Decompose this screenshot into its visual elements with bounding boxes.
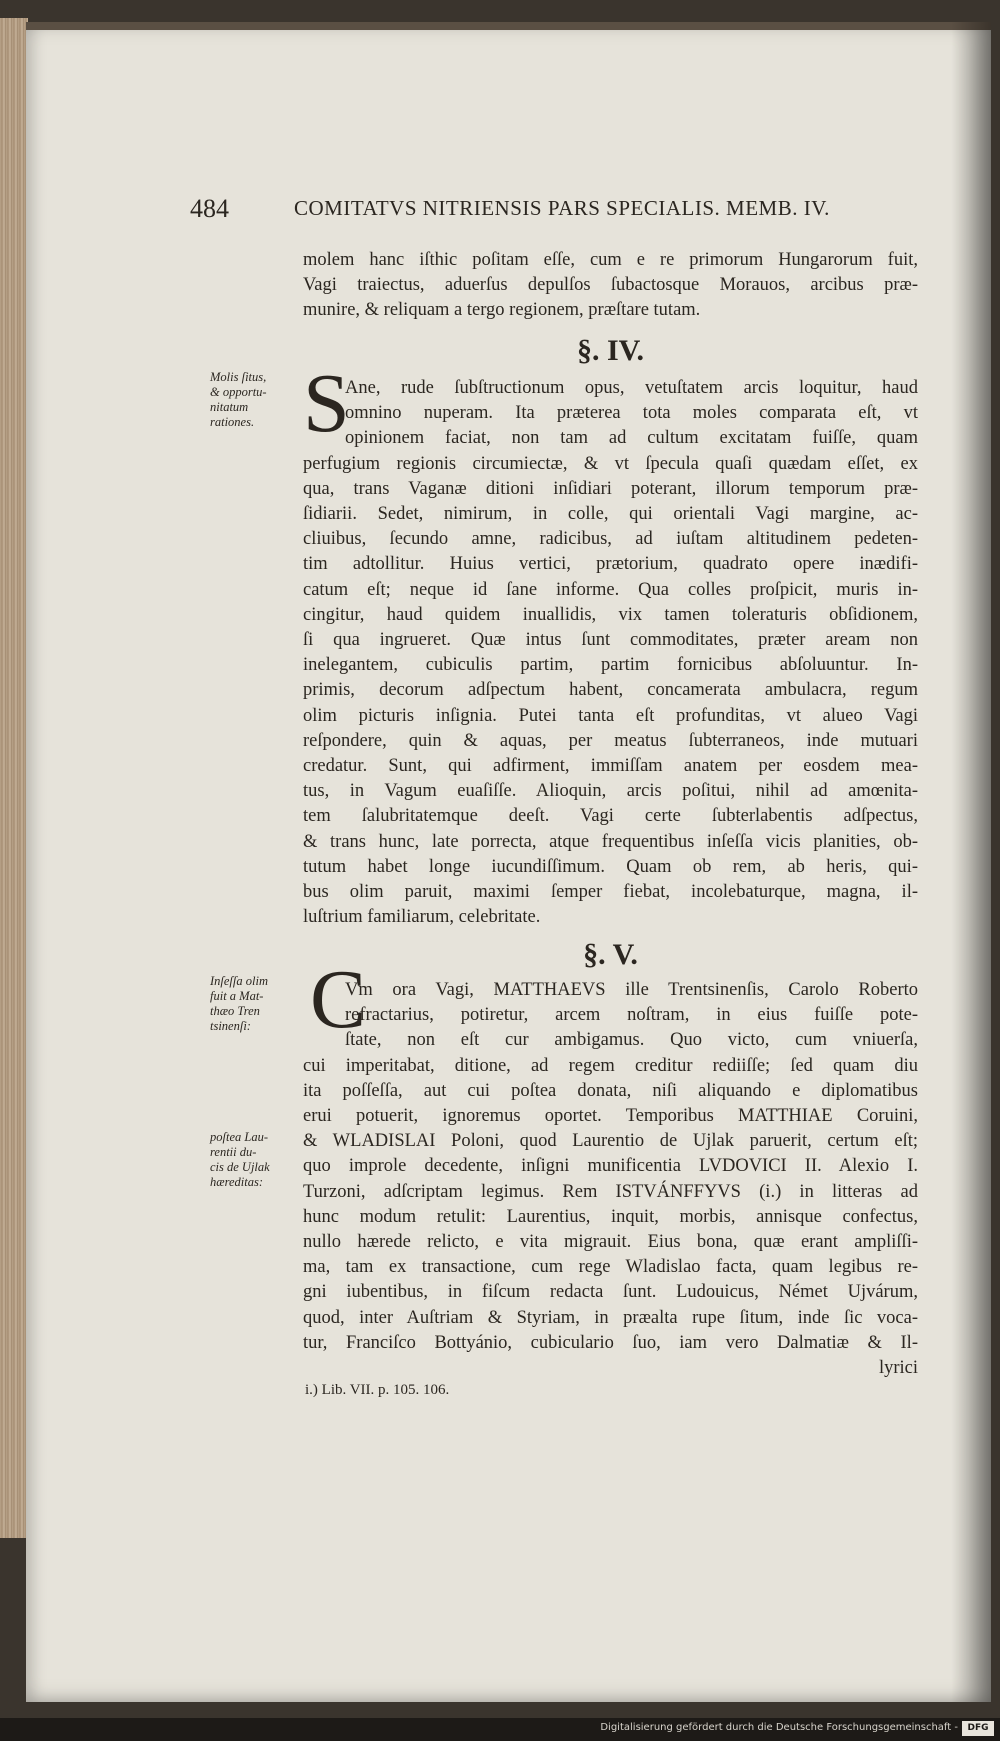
text-line: Vagi traiectus, aduerſus depulſos ſubactosque Morauos, arcibus præ- bbox=[303, 275, 918, 296]
text-line: inelegantem, cubiculis partim, partim fornicibus abſoluuntur. In- bbox=[303, 655, 918, 676]
digitization-credit-bar bbox=[0, 1718, 1000, 1741]
page-top-border bbox=[26, 22, 991, 30]
margin-note-line: rationes. bbox=[210, 415, 255, 429]
text-line: quo improle decedente, inſigni munificentia LVDOVICI II. Alexio I. bbox=[303, 1156, 918, 1177]
margin-note-line: Inſeſſa olim bbox=[210, 974, 268, 988]
text-line: tem ſalubritatemque deeſt. Vagi certe ſubterlabentis adſpectus, bbox=[303, 806, 918, 827]
text-line: qua, trans Vaganæ ditioni inſidiari poterant, illorum temporum præ- bbox=[303, 478, 918, 499]
text-line: tus, in Vagum euaſiſſe. Alioquin, arcis poſitui, nihil ad amœnita- bbox=[303, 781, 918, 802]
book-page-edges bbox=[0, 18, 28, 1538]
margin-note-line: cis de Ujlak bbox=[210, 1160, 270, 1174]
text-line: cliuibus, ſecundo amne, radicibus, ad iuſtam altitudinem pedeten- bbox=[303, 529, 918, 550]
text-line: perfugium regionis circumiectæ, & vt ſpecula quaſi quædam eſſet, ex bbox=[303, 453, 918, 474]
footnote: i.) Lib. VII. p. 105. 106. bbox=[305, 1382, 450, 1398]
text-line: Ane, rude ſubſtructionum opus, vetuſtatem arcis loquitur, haud bbox=[345, 378, 918, 398]
margin-note-line: thæo Tren bbox=[210, 1004, 260, 1018]
spine-shadow bbox=[951, 22, 991, 1702]
text-line: lyrici bbox=[878, 1358, 918, 1379]
intro-paragraph bbox=[303, 248, 918, 324]
text-line: ma, tam ex transactione, cum rege Wladislao facta, quam legibus re- bbox=[303, 1257, 918, 1278]
text-line: tim adtollitur. Huius vertici, prætorium, quadrato opere inædifi- bbox=[303, 554, 918, 575]
text-line: & WLADISLAI Poloni, quod Laurentio de Ujlak paruerit, certum eſt; bbox=[303, 1131, 918, 1152]
section-iv-body bbox=[303, 376, 918, 930]
text-line: ſtate, non eſt cur ambigamus. Quo victo, cum vniuerſa, bbox=[345, 1030, 918, 1051]
text-line: cui imperitabat, ditione, ad regem creditur rediiſſe; ſed quam diu bbox=[303, 1055, 918, 1076]
text-line: omnino nuperam. Ita præterea tota moles comparata eſt, vt bbox=[345, 403, 918, 424]
text-line: credatur. Sunt, qui adfirment, immiſſam anatem per eosdem mea- bbox=[303, 756, 918, 777]
margin-note-line: nitatum bbox=[210, 400, 249, 414]
text-line: ita poſſeſſa, aut cui poſtea donata, niſi aliquando e diplomatibus bbox=[303, 1080, 918, 1101]
text-line: cingitur, haud quidem inuallidis, vix tamen toleraturis obſidionem, bbox=[303, 604, 918, 625]
text-line: Vm ora Vagi, MATTHAEVS ille Trentsinenſis, Carolo Roberto bbox=[345, 980, 918, 1000]
text-line: molem hanc iſthic poſitam eſſe, cum e re primorum Hungarorum fuit, bbox=[303, 250, 918, 270]
margin-note-insessa-olim bbox=[210, 974, 298, 1034]
text-line: hunc modum retulit: Laurentius, inquit, morbis, annisque confectus, bbox=[303, 1206, 918, 1227]
section-v-body bbox=[303, 978, 918, 1381]
text-line: erui potuerit, ignoremus oportet. Temporibus MATTHIAE Coruini, bbox=[303, 1106, 918, 1127]
text-line: gni iubentibus, in fiſcum redacta ſunt. Ludouicus, Német Ujvárum, bbox=[303, 1282, 918, 1303]
margin-note-molis-situs bbox=[210, 370, 298, 430]
section-heading-v: §. V. bbox=[583, 938, 638, 971]
text-line: catum eſt; neque id ſane informe. Qua colles proſpicit, muris in- bbox=[303, 579, 918, 600]
text-line: munire, & reliquam a tergo regionem, præſtare tutam. bbox=[303, 300, 701, 321]
section-heading-iv: §. IV. bbox=[577, 334, 644, 367]
page-header bbox=[190, 190, 930, 230]
margin-note-line: rentii du- bbox=[210, 1145, 257, 1159]
text-line: olim picturis inſignia. Putei tanta eſt profunditas, vt alueo Vagi bbox=[303, 705, 918, 726]
margin-note-line: poſtea Lau- bbox=[210, 1130, 268, 1144]
text-line: & trans hunc, late porrecta, atque frequentibus inſeſſa vicis planities, ob- bbox=[303, 831, 918, 852]
text-line: tutum habet longe iucundiſſimum. Quam ob rem, ab heris, qui- bbox=[303, 856, 918, 877]
margin-note-line: Molis ſitus, bbox=[210, 370, 267, 384]
margin-note-line: hæreditas: bbox=[210, 1175, 264, 1189]
margin-note-line: tsinenſi: bbox=[210, 1019, 251, 1033]
text-line: primis, decorum adſpectum habent, concamerata ambulacra, regum bbox=[303, 680, 918, 701]
margin-note-line: fuit a Mat- bbox=[210, 989, 264, 1003]
dfg-logo: DFG bbox=[962, 1721, 994, 1736]
drop-cap-s: S bbox=[303, 357, 350, 450]
text-line: bus olim paruit, maximi ſemper fiebat, incolebaturque, magna, il- bbox=[303, 882, 918, 903]
text-line: refractarius, potiretur, arcem noſtram, in eius fuiſſe pote- bbox=[345, 1005, 918, 1026]
text-line: ſidiarii. Sedet, nimirum, in colle, qui orientali Vagi margine, ac- bbox=[303, 504, 918, 525]
text-line: quod, inter Auſtriam & Styriam, in præalta rupe ſitum, inde ſic voca- bbox=[303, 1307, 918, 1328]
credit-text: Digitalisierung gefördert durch die Deutsche Forschungsgemeinschaft - bbox=[600, 1722, 958, 1733]
drop-cap-c: C bbox=[310, 953, 367, 1046]
margin-note-line: & opportu- bbox=[210, 385, 267, 399]
margin-note-postea-laurentii bbox=[210, 1130, 298, 1190]
page-number: 484 bbox=[190, 194, 229, 223]
text-line: ſi qua ingrueret. Quæ intus ſunt commoditates, præter aream non bbox=[303, 630, 918, 651]
text-line: Turzoni, adſcriptam legimus. Rem ISTVÁNFFYVS (i.) in litteras ad bbox=[303, 1181, 918, 1202]
text-line: tur, Franciſco Bottyánio, cubiculario ſuo, iam vero Dalmatiæ & Il- bbox=[303, 1332, 918, 1353]
text-line: nullo hærede relicto, e vita migrauit. Eius bona, quæ erant ampliſſi- bbox=[303, 1232, 918, 1253]
text-line: reſpondere, quin & aquas, per meatus ſubterraneos, inde mutuari bbox=[303, 730, 918, 751]
running-title: COMITATVS NITRIENSIS PARS SPECIALIS. MEMB. IV. bbox=[294, 196, 830, 220]
text-line: opinionem faciat, non tam ad cultum excitatam fuiſſe, quam bbox=[345, 428, 918, 449]
text-line: luſtrium familiarum, celebritate. bbox=[303, 907, 541, 928]
